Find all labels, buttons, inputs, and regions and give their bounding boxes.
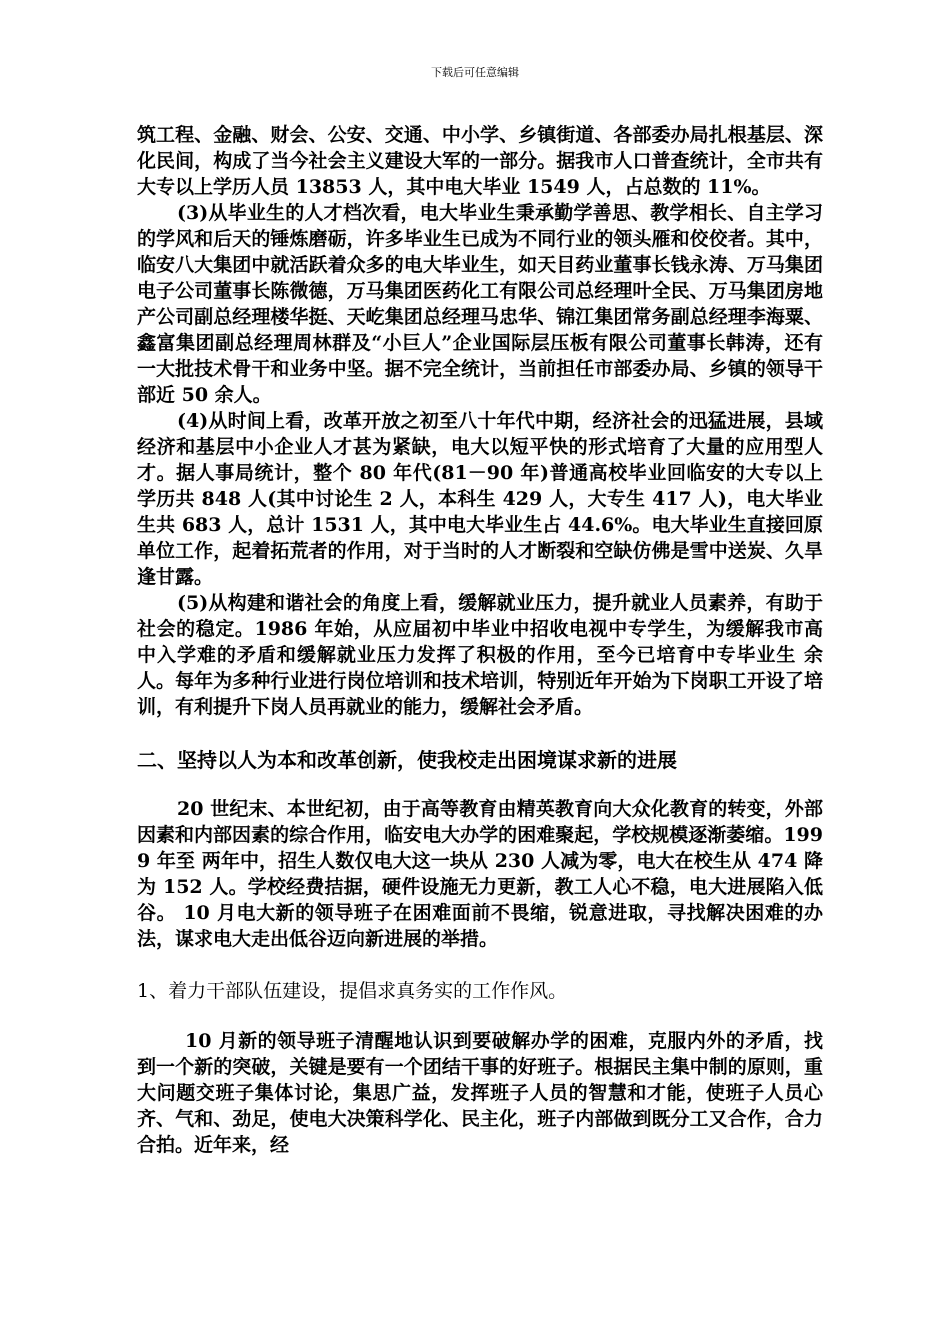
section-heading-2: 二、坚持以人为本和改革创新，使我校走出困境谋求新的进展: [137, 748, 677, 772]
paragraph-time-perspective: (4)从时间上看，改革开放之初至八十年代中期，经济社会的迅猛进展，县域经济和基层中小企业人才甚为紧缺，电大以短平快的形式培育了大量的应用型人才。据人事局统计，整个 80 年代(81－90 年)普通高校毕业回临安的大专以上学历共 848 人(其中讨论生 2 人，本科生 429 人，大专生 417 人)，电大毕业生共 683 人，总计 1531 人，其中电大毕业生占 44.6%。电大毕业生直接回原单位工作，起着拓荒者的作用，对于当时的人才断裂和空缺仿佛是雪中送炭、久旱逢甘露。: [137, 410, 823, 588]
paragraph-reform-background: 20 世纪末、本世纪初，由于高等教育由精英教育向大众化教育的转变，外部因素和内部因素的综合作用，临安电大办学的困难聚起，学校规模逐渐萎缩。1999 年至 两年中，招生人数仅电大这一块从 230 人减为零，电大在校生从 474 降为 152 人。学校经费拮据，硬件设施无力更新，教工人心不稳，电大进展陷入低谷。 10 月电大新的领导班子在困难面前不畏缩，锐意进取，寻找解决困难的办法，谋求电大走出低谷迈向新进展的举措。: [137, 798, 823, 950]
document-body: [137, 122, 823, 1158]
paragraph-population-stats: 筑工程、金融、财会、公安、交通、中小学、乡镇街道、各部委办局扎根基层、深化民间，构成了当今社会主义建设大军的一部分。据我市人口普查统计，全市共有大专以上学历人员 13853 人，其中电大毕业 1549 人，占总数的 11%。: [137, 124, 823, 198]
page-header: 下载后可任意编辑: [431, 66, 519, 79]
paragraph-leadership-team: 10 月新的领导班子清醒地认识到要破解办学的困难，克服内外的矛盾，找到一个新的突破，关键是要有一个团结干事的好班子。根据民主集中制的原则，重大问题交班子集体讨论，集思广益，发挥班子人员的智慧和才能，使班子人员心齐、气和、劲足，使电大决策科学化、民主化，班子内部做到既分工又合作，合力合拍。近年来，经: [137, 1030, 823, 1156]
paragraph-harmonious-society: (5)从构建和谐社会的角度上看，缓解就业压力，提升就业人员素养，有助于社会的稳定。1986 年始，从应届初中毕业中招收电视中专学生，为缓解我市高中入学难的矛盾和缓解就业压力发挥了积极的作用，至今已培育中专毕业生 余人。每年为多种行业进行岗位培训和技术培训，特别近年开始为下岗职工开设了培训，有利提升下岗人员再就业的能力，缓解社会矛盾。: [137, 592, 823, 718]
subsection-heading-1: 1、着力干部队伍建设，提倡求真务实的工作作风。: [137, 980, 568, 1002]
paragraph-talent-level: (3)从毕业生的人才档次看，电大毕业生秉承勤学善思、教学相长、自主学习的学风和后天的锤炼磨砺，许多毕业生已成为不同行业的领头雁和佼佼者。其中，临安八大集团中就活跃着众多的电大毕业生，如天目药业董事长钱永涛、万马集团电子公司董事长陈微德，万马集团医药化工有限公司总经理叶全民、万马集团房地产公司副总经理楼华挺、天屹集团总经理马忠华、锦江集团常务副总经理李海粟、鑫富集团副总经理周林群及“小巨人”企业国际层压板有限公司董事长韩涛，还有一大批技术骨干和业务中坚。据不完全统计，当前担任市部委办局、乡镇的领导干部近 50 余人。: [137, 202, 823, 406]
